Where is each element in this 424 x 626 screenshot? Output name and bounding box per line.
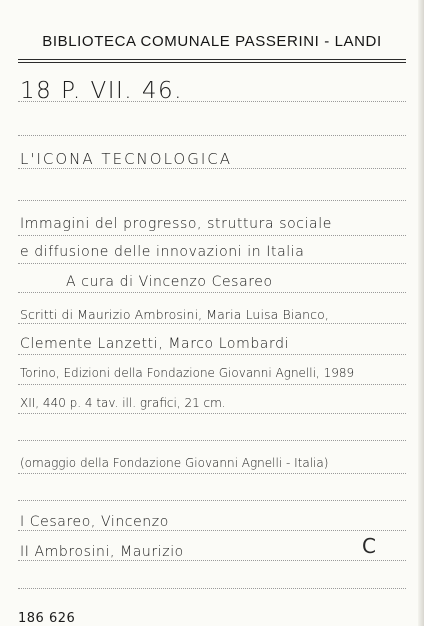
handwritten-mark: C bbox=[362, 534, 376, 558]
ruled-line bbox=[18, 200, 406, 201]
ruled-line bbox=[18, 384, 406, 385]
ruled-line bbox=[18, 560, 406, 561]
ruled-line bbox=[18, 292, 406, 293]
physical-description: XII, 440 p. 4 tav. ill. grafici, 21 cm. bbox=[20, 396, 226, 410]
ruled-line bbox=[18, 235, 406, 236]
authors-line-2: Clemente Lanzetti, Marco Lombardi bbox=[20, 336, 290, 352]
card-edge-shadow bbox=[418, 0, 424, 626]
ruled-line bbox=[18, 530, 406, 531]
subtitle-line-2: e diffusione delle innovazioni in Italia bbox=[20, 244, 305, 260]
ruled-line bbox=[18, 440, 406, 441]
added-entry-2: II Ambrosini, Maurizio bbox=[20, 544, 184, 560]
ruled-line bbox=[18, 588, 406, 589]
ruled-line bbox=[18, 168, 406, 169]
ruled-line bbox=[18, 101, 406, 102]
editor-line: A cura di Vincenzo Cesareo bbox=[66, 274, 273, 290]
imprint-line: Torino, Edizioni della Fondazione Giovanni Agnelli, 1989 bbox=[20, 366, 355, 380]
header-rule-top bbox=[18, 59, 406, 60]
ruled-line bbox=[18, 500, 406, 501]
gift-note: (omaggio della Fondazione Giovanni Agnelli - Italia) bbox=[20, 456, 329, 470]
subtitle-line-1: Immagini del progresso, struttura sociale bbox=[20, 216, 332, 232]
ruled-line bbox=[18, 323, 406, 324]
book-title: L'ICONA TECNOLOGICA bbox=[20, 150, 232, 168]
ruled-line bbox=[18, 135, 406, 136]
shelfmark: 18 P. VII. 46. bbox=[20, 78, 183, 104]
inventory-number: 186 626 bbox=[18, 611, 76, 626]
added-entry-1: I Cesareo, Vincenzo bbox=[20, 514, 169, 530]
ruled-line bbox=[18, 263, 406, 264]
header-rule-bottom bbox=[18, 62, 406, 63]
library-header: BIBLIOTECA COMUNALE PASSERINI - LANDI bbox=[42, 33, 382, 50]
authors-line-1: Scritti di Maurizio Ambrosini, Maria Luisa Bianco, bbox=[20, 307, 329, 322]
ruled-line bbox=[18, 354, 406, 355]
ruled-line bbox=[18, 473, 406, 474]
ruled-line bbox=[18, 413, 406, 414]
